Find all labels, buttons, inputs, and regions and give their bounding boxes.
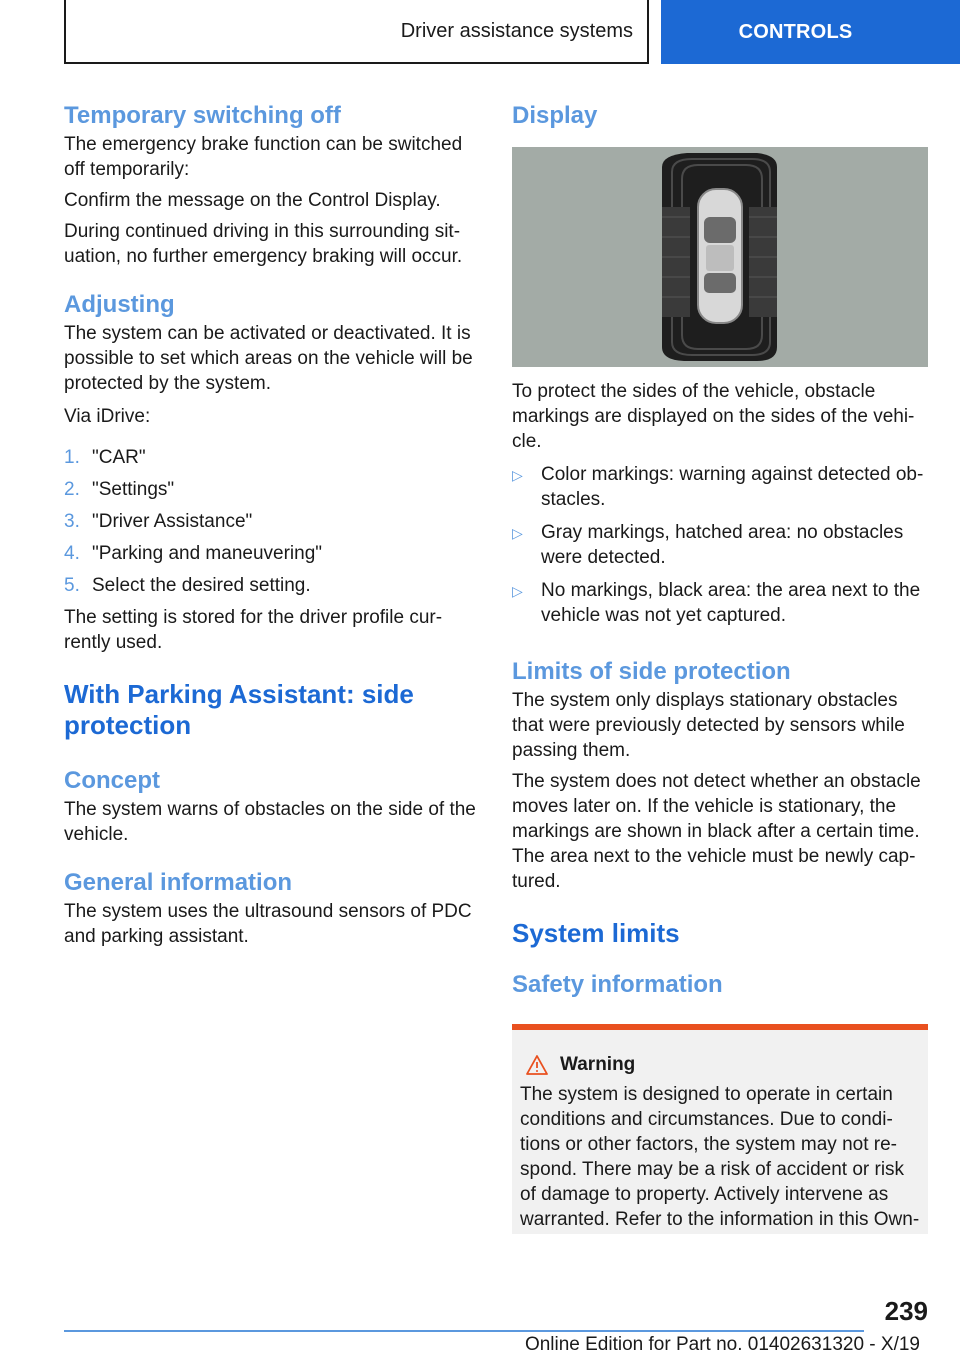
temp-off-paragraph-2: Confirm the message on the Control Display. [64, 190, 441, 211]
adjusting-paragraph-3: The setting is stored for the driver profile cur-rently used. [64, 607, 443, 653]
concept-paragraph: The system warns of obstacles on the side of the vehicle. [64, 799, 476, 845]
list-item: ▷ Gray markings, hatched area: no obstacles were detected. [512, 522, 904, 568]
idrive-steps-list [64, 445, 478, 598]
system-limits-heading: System limits [512, 918, 680, 948]
adjusting-paragraph-2: Via iDrive: [64, 406, 151, 427]
list-item: 4. "Parking and maneuvering" [64, 543, 323, 564]
header-section-title: Driver assistance systems [400, 19, 633, 42]
safety-info-heading: Safety information [512, 971, 723, 998]
adjusting-paragraph-1: The system can be activated or deactivated. It is possible to set which areas on the vehicle will be protected by the system. [64, 323, 473, 394]
side-protection-display-image [512, 147, 928, 367]
left-column [64, 100, 478, 949]
concept-heading: Concept [64, 767, 160, 794]
side-protection-heading: With Parking Assistant: side protection [64, 679, 414, 740]
temp-off-heading: Temporary switching off [64, 102, 341, 129]
list-item: 1. "CAR" [64, 447, 146, 468]
warning-box [512, 1024, 928, 1234]
warning-title: Warning [560, 1054, 636, 1075]
car-topview-illustration [512, 147, 928, 367]
display-markings-list [512, 462, 928, 628]
display-paragraph: To protect the sides of the vehicle, obstacle markings are displayed on the sides of the vehi-cle. [512, 381, 915, 452]
triangle-bullet-icon: ▷ [512, 583, 523, 599]
warning-text: The system is designed to operate in certain conditions and circumstances. Due to condi-tions or other factors, the system may not re-spond. There may be a risk of accident or risk of damage to property. Actively intervene as warranted. Refer to the information in this Own- [520, 1084, 920, 1230]
display-heading: Display [512, 102, 598, 129]
right-column [512, 100, 928, 1001]
warning-triangle-icon [526, 1055, 548, 1075]
temp-off-paragraph-1: The emergency brake function can be switched off temporarily: [64, 134, 463, 180]
list-item: ▷ Color markings: warning against detected ob-stacles. [512, 464, 924, 510]
edition-note: Online Edition for Part no. 01402631320 - X/19 [524, 1334, 920, 1355]
list-item: ▷ No markings, black area: the area next to the vehicle was not yet captured. [512, 580, 921, 626]
limits-paragraph-1: The system only displays stationary obstacles that were previously detected by sensors while passing them. [512, 690, 905, 761]
general-info-heading: General information [64, 869, 293, 896]
limits-heading: Limits of side protection [512, 658, 791, 685]
list-item: 3. "Driver Assistance" [64, 511, 253, 532]
triangle-bullet-icon: ▷ [512, 467, 523, 483]
limits-paragraph-2: The system does not detect whether an obstacle moves later on. If the vehicle is stationary, the markings are shown in black after a certain time. The area next to the vehicle must be newly cap-tured. [512, 771, 921, 892]
general-info-paragraph: The system uses the ultrasound sensors of PDC and parking assistant. [64, 901, 472, 947]
header-section-tab [64, 0, 649, 64]
footer-divider [64, 1330, 864, 1332]
header-chapter-title: CONTROLS [738, 20, 853, 43]
page-number: 239 [884, 1296, 928, 1326]
warning-title-row [520, 1050, 920, 1080]
list-item: 5. Select the desired setting. [64, 575, 311, 596]
header-chapter-tab [661, 0, 960, 64]
list-item: 2. "Settings" [64, 479, 175, 500]
temp-off-paragraph-3: During continued driving in this surrounding sit-uation, no further emergency braking will occur. [64, 221, 463, 267]
triangle-bullet-icon: ▷ [512, 525, 523, 541]
adjusting-heading: Adjusting [64, 291, 175, 318]
